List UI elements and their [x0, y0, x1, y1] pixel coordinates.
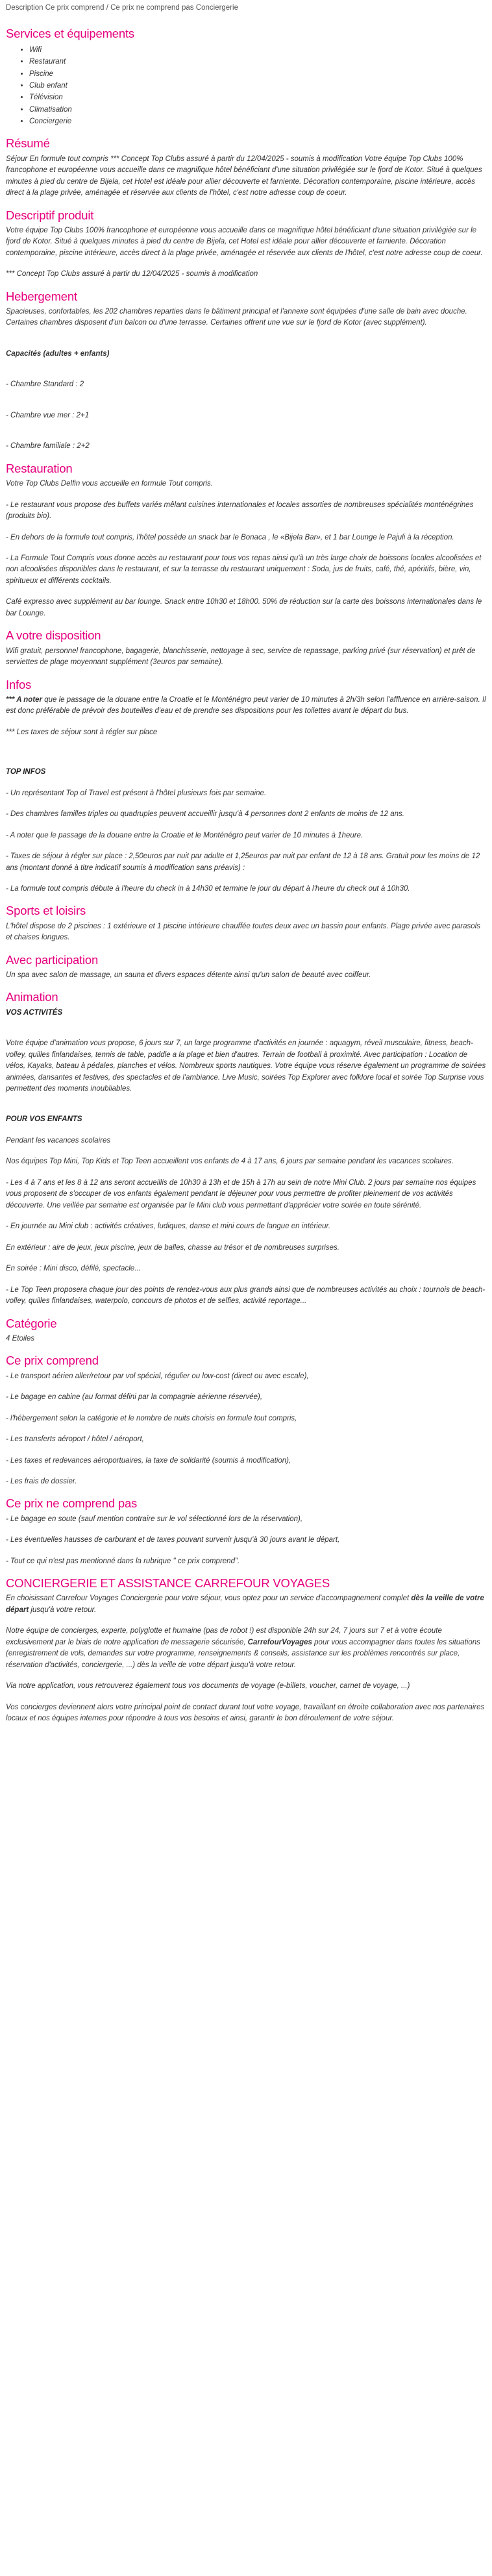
infos-body: que le passage de la douane entre la Croatie et le Monténégro peut varier de 10 minutes à 2h/3h selon l'affluence en arrière-saison. Il est donc préférable de prévoir des bouteilles d'eau et de prendre ses dispositions pour les toilettes avant le départ du bus. — [6, 695, 486, 715]
conciergerie-section — [6, 1576, 486, 1724]
disposition-title: A votre disposition — [6, 628, 101, 643]
service-item: • Piscine — [29, 68, 486, 80]
comprend-section — [6, 1354, 486, 1487]
restauration-section — [6, 462, 486, 619]
conciergerie-p1 — [6, 1593, 486, 1616]
conciergerie-p1-a: En choisissant Carrefour Voyages Conciergerie pour votre séjour, vous optez pour un service d'accompagnement complet — [6, 1594, 412, 1603]
kids-p7: - Le Top Teen proposera chaque jour des points de rendez-vous aux plus grands ainsi que de nombreuses activités au choix : tournois de beach-volley, quilles finlandaises, waterpolo, concours de photos et de selfies, activité reportage... — [6, 1285, 486, 1306]
descriptif-text: Votre équipe Top Clubs 100% francophone et européenne vous accueille dans ce magnifique hôtel bénéficiant d'une situation privilégiée sur le fjord de Kotor. Situé à quelques minutes à pied du centre de Bijela, cet Hotel est idéale pour allier découverte et farniente. Décoration contemporaine, piscine intérieure, accès direct à la plage privée, aménagée et réservée aux clients de l'hôtel, c'est notre adresse coup de coeur. — [6, 226, 483, 257]
sports-text: L'hôtel dispose de 2 piscines : 1 extérieure et 1 piscine intérieure chauffée toutes deux avec un bassin pour enfants. Plage privée avec parasols et chaises longues. — [6, 922, 480, 942]
restauration-p2: - En dehors de la formule tout compris, l'hôtel possède un snack bar le Bonaca , le «Bijela Bar», et 1 bar Lounge le Pajuli à la réception. — [6, 533, 454, 541]
capacite-item: - Chambre vue mer : 2+1 — [6, 411, 90, 419]
service-item: • Conciergerie — [29, 116, 486, 127]
kids-p5: En extérieur : aire de jeux, jeux piscine, jeux de balles, chasse au trésor et de nombreuses surprises. — [6, 1243, 339, 1252]
conciergerie-p2 — [6, 1626, 486, 1671]
participation-text: Un spa avec salon de massage, un sauna et divers espaces détente ainsi qu'un salon de beauté avec coiffeur. — [6, 971, 371, 979]
kids-p3: - Les 4 à 7 ans et les 8 à 12 ans seront accueillis de 10h30 à 13h et de 15h à 17h au sein de notre Mini Club. 2 jours par semaine nos équipes vous proposent de s'occuper de vos enfants également pendant le déjeuner pour vous permettre de profiter pleinement de vos activités découverte. Une veillée par semaine est organisée par le Mini club vous permettant d'apprécier votre soirée en toute sérénité. — [6, 1178, 476, 1209]
service-item: • Télévision — [29, 92, 486, 103]
kids-p6: En soirée : Mini disco, défilé, spectacle... — [6, 1265, 141, 1273]
top-infos-p1: - Un représentant Top of Travel est présent à l'hôtel plusieurs fois par semaine. — [6, 789, 267, 797]
disposition-text: Wifi gratuit, personnel francophone, bagagerie, blanchisserie, nettoyage à sec, service de repassage, parking privé (sur réservation) et prêt de serviettes de plage moyennant supplément (3euros par semaine). — [6, 647, 476, 667]
ne-comprend-item: - Tout ce qui n'est pas mentionné dans la rubrique " ce prix comprend". — [6, 1557, 240, 1565]
conciergerie-title: CONCIERGERIE ET ASSISTANCE CARREFOUR VOYAGES — [6, 1576, 330, 1591]
conciergerie-p1-bold: dès la veille de votre départ — [6, 1594, 484, 1614]
comprend-item: - Les taxes et redevances aéroportuaires, la taxe de solidarité (soumis à modification), — [6, 1456, 291, 1465]
ne-comprend-item: - Le bagage en soute (sauf mention contraire sur le vol sélectionné lors de la réservation), — [6, 1515, 303, 1523]
comprend-item: - Le transport aérien aller/retour par vol spécial, régulier ou low-cost (direct ou avec escale), — [6, 1372, 309, 1380]
kids-title: POUR VOS ENFANTS — [6, 1115, 82, 1124]
ne-comprend-section — [6, 1496, 486, 1567]
conciergerie-p2-a: Notre équipe de concierges, experte, polyglotte et humaine (pas de robot !) est disponible 24h sur 24, 7 jours sur 7 et à votre écoute exclusivement par le biais de notre application de messagerie sécurisée, — [6, 1627, 442, 1646]
hebergement-text: Spacieuses, confortables, les 202 chambres reparties dans le bâtiment principal et l'annexe sont équipées d'une salle de bain avec douche. Certaines chambres disposent d'un balcon ou d'une terrasse. Certaines offrent une vue sur le fjord de Kotor (avec supplément). — [6, 308, 467, 327]
capacite-item: - Chambre Standard : 2 — [6, 380, 84, 389]
kids-p2: Nos équipes Top Mini, Top Kids et Top Teen accueillent vos enfants de 4 à 17 ans, 6 jours par semaine pendant les vacances scolaires. — [6, 1158, 454, 1166]
conciergerie-p2-bold: CarrefourVoyages — [247, 1638, 312, 1646]
capacite-item: - Chambre familiale : 2+2 — [6, 442, 90, 451]
tab-description[interactable]: Description — [6, 4, 43, 12]
top-infos-p2: - Des chambres familles triples ou quadruples peuvent accueillir jusqu'à 4 personnes dont 2 enfants de moins de 12 ans. — [6, 810, 404, 819]
descriptif-section — [6, 208, 486, 280]
comprend-item: - Le bagage en cabine (au format défini par la compagnie aérienne réservée), — [6, 1393, 263, 1402]
infos-text — [6, 695, 486, 717]
restauration-p3: - La Formule Tout Compris vous donne accès au restaurant pour tous vos repas ainsi qu'à un très large choix de boissons locales alcoolisées et non alcoolisées disponibles dans le restaurant, et sur la terrasse du restaurant uniquement : Soda, jus de fruits, café, thé, apéritifs, bière, vin, spiritueux et différents cocktails. — [6, 554, 482, 585]
conciergerie-p2-c: pour vous accompagner dans toutes les situations (enregistrement de vols, demandes sur votre programme, renseignements & conseils, assistance sur les problèmes rencontrés sur place, réservation d'activités, conciergerie, ...) dès la veille de votre départ jusqu'à votre retour. — [6, 1638, 480, 1669]
participation-title: Avec participation — [6, 952, 99, 967]
categorie-title: Catégorie — [6, 1316, 57, 1330]
conciergerie-p4: Vos concierges deviennent alors votre principal point de contact durant tout votre voyage, travaillant en étroite collaboration avec nos partenaires locaux et nos équipes internes pour répondre à tous vos besoins et ainsi, garantir le bon déroulement de votre séjour. — [6, 1703, 485, 1723]
comprend-item: - l'hébergement selon la catégorie et le nombre de nuits choisis en formule tout compris, — [6, 1414, 297, 1422]
top-infos-title: TOP INFOS — [6, 768, 46, 776]
participation-section — [6, 953, 486, 982]
kids-p4: - En journée au Mini club : activités créatives, ludiques, danse et mini cours de langue en intérieur. — [6, 1222, 331, 1231]
animation-text: Votre équipe d'animation vous propose, 6 jours sur 7, un large programme d'activités en journée : aquagym, réveil musculaire, fitness, beach-volley, quilles finlandaises, tennis de table, paddle a la plage et bien d'autres. Terrain de football à proximité. Avec participation : Location de vélos, Kayaks, bateau à pédales, planches et vélos. Nombreux sports nautiques. Votre équipe vous réserve également un programme de soirées animées, dansantes et festives, des spectacles et de l'ambiance. Live Music, soirées Top Explorer avec folklore local et soirée Top Surprise vous permettent des moments inoubliables. — [6, 1039, 486, 1093]
descriptif-title: Descriptif produit — [6, 208, 94, 222]
categorie-text: 4 Etoiles — [6, 1334, 35, 1343]
top-infos-p5: - La formule tout compris débute à l'heure du check in à 14h30 et termine le jour du départ à l'heure du check out à 10h30. — [6, 885, 410, 893]
infos-lead: *** A noter — [6, 695, 43, 704]
animation-title: Animation — [6, 990, 58, 1004]
disposition-section — [6, 628, 486, 668]
hebergement-title: Hebergement — [6, 289, 77, 303]
comprend-item: - Les transferts aéroport / hôtel / aéroport, — [6, 1435, 144, 1444]
services-section — [6, 27, 486, 127]
tab-bar — [6, 3, 486, 14]
services-list — [6, 44, 486, 128]
restauration-title: Restauration — [6, 461, 73, 475]
conciergerie-p3: Via notre application, vous retrouverez également tous vos documents de voyage (e-billets, voucher, carnet de voyage, ...) — [6, 1682, 410, 1690]
tab-conciergerie[interactable]: Conciergerie — [195, 4, 238, 12]
infos-taxes: *** Les taxes de séjour sont à régler sur place — [6, 728, 158, 736]
categorie-section — [6, 1317, 486, 1345]
infos-section — [6, 678, 486, 739]
kids-p1: Pendant les vacances scolaires — [6, 1136, 111, 1145]
tab-price-includes[interactable]: Ce prix comprend / Ce prix ne comprend pas — [45, 4, 194, 12]
service-item: • Climatisation — [29, 104, 486, 116]
resume-section — [6, 136, 486, 199]
comprend-title: Ce prix comprend — [6, 1354, 99, 1368]
comprend-item: - Les frais de dossier. — [6, 1477, 77, 1485]
conciergerie-p1-c: jusqu'à votre retour. — [29, 1605, 97, 1614]
animation-subtitle: VOS ACTIVITÉS — [6, 1008, 63, 1017]
sports-title: Sports et loisirs — [6, 904, 86, 918]
descriptif-note: *** Concept Top Clubs assuré à partir du 12/04/2025 - soumis à modification — [6, 270, 258, 279]
restauration-intro: Votre Top Clubs Delfin vous accueille en formule Tout compris. — [6, 480, 213, 488]
top-infos-section — [6, 767, 486, 895]
sports-section — [6, 904, 486, 943]
resume-title: Résumé — [6, 136, 50, 151]
service-item: • Club enfant — [29, 80, 486, 92]
ne-comprend-item: - Les éventuelles hausses de carburant et de taxes pouvant survenir jusqu'à 30 jours avant le départ, — [6, 1536, 340, 1544]
hebergement-section — [6, 290, 486, 452]
restauration-p4: Café expresso avec supplément au bar lounge. Snack entre 10h30 et 18h00. 50% de réduction sur la carte des boissons internationales dans le bar Lounge. — [6, 598, 482, 617]
top-infos-p4: - Taxes de séjour à régler sur place : 2,50euros par nuit par adulte et 1,25euros par nuit par enfant de 12 à 18 ans. Gratuit pour les moins de 12 ans (montant donné à titre indicatif soumis à modification sans préavis) : — [6, 852, 480, 872]
infos-title: Infos — [6, 677, 32, 691]
animation-section — [6, 990, 486, 1307]
ne-comprend-title: Ce prix ne comprend pas — [6, 1496, 138, 1511]
top-infos-p3: - A noter que le passage de la douane entre la Croatie et le Monténégro peut varier de 10 minutes à 1heure. — [6, 831, 363, 839]
capacites-title: Capacités (adultes + enfants) — [6, 349, 110, 358]
resume-text: Séjour En formule tout compris *** Concept Top Clubs assuré à partir du 12/04/2025 - soumis à modification Votre équipe Top Clubs 100% francophone et européenne vous accueille dans ce magnifique hôtel bénéficiant d'une situation privilégiée sur le fjord de Kotor. Situé à quelques minutes à pied du centre de Bijela, cet Hotel est idéale pour allier découverte et farniente. Décoration contemporaine, piscine intérieure, accès direct à la plage privée, aménagée et réservée aux clients de l'hôtel, c'est notre adresse coup de coeur. — [6, 155, 482, 197]
service-item: • Wifi — [29, 44, 486, 56]
restauration-p1: - Le restaurant vous propose des buffets variés mêlant cuisines internationales et locales assorties de nombreuses spécialités monténégrines (produits bio). — [6, 501, 474, 521]
services-title: Services et équipements — [6, 27, 134, 41]
service-item: • Restaurant — [29, 56, 486, 68]
